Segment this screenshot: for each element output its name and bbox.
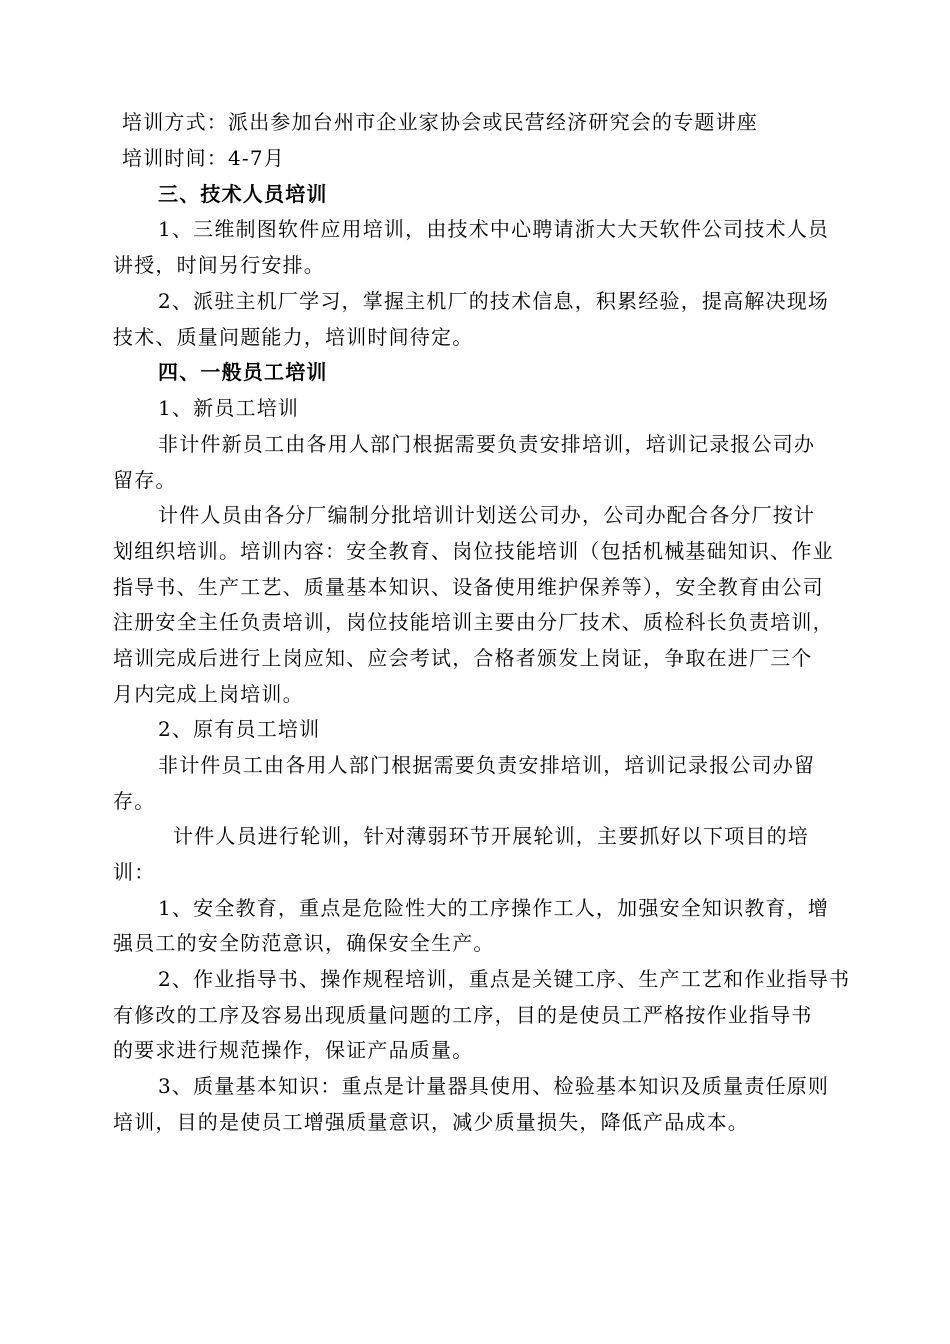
paragraph-line: 存。 xyxy=(113,789,156,813)
paragraph-line: 计件人员进行轮训，针对薄弱环节开展轮训，主要抓好以下项目的培 xyxy=(173,824,809,848)
subheading-existing-staff: 2、原有员工培训 xyxy=(158,717,321,741)
list-item-line: 培训，目的是使员工增强质量意识，减少质量损失，降低产品成本。 xyxy=(113,1110,749,1134)
section-heading-general-staff: 四、一般员工培训 xyxy=(158,360,328,384)
paragraph-line: 讲授，时间另行安排。 xyxy=(113,253,325,277)
paragraph-line: 2、派驻主机厂学习，掌握主机厂的技术信息，积累经验，提高解决现场 xyxy=(158,289,830,313)
paragraph-line: 月内完成上岗培训。 xyxy=(113,682,304,706)
list-item-line: 2、作业指导书、操作规程培训，重点是关键工序、生产工艺和作业指导书 xyxy=(158,967,851,991)
paragraph-line: 非计件新员工由各用人部门根据需要负责安排培训，培训记录报公司办 xyxy=(158,432,816,456)
paragraph-line: 技术、质量问题能力，培训时间待定。 xyxy=(113,325,474,349)
paragraph-line: 1、三维制图软件应用培训，由技术中心聘请浙大大天软件公司技术人员 xyxy=(158,217,830,241)
paragraph-line: 注册安全主任负责培训，岗位技能培训主要由分厂技术、质检科长负责培训， xyxy=(113,610,834,634)
paragraph-line: 培训完成后进行上岗应知、应会考试，合格者颁发上岗证，争取在进厂三个 xyxy=(113,646,813,670)
training-method-line: 培训方式：派出参加台州市企业家协会或民营经济研究会的专题讲座 xyxy=(122,110,758,134)
list-item-line: 3、质量基本知识：重点是计量器具使用、检验基本知识及质量责任原则 xyxy=(158,1074,830,1098)
paragraph-line: 非计件员工由各用人部门根据需要负责安排培训，培训记录报公司办留 xyxy=(158,753,816,777)
paragraph-line: 训： xyxy=(113,860,156,884)
subheading-new-staff: 1、新员工培训 xyxy=(158,396,300,420)
section-heading-technical-staff: 三、技术人员培训 xyxy=(158,182,328,206)
list-item-line: 1、安全教育，重点是危险性大的工序操作工人，加强安全知识教育，增 xyxy=(158,896,830,920)
paragraph-line: 指导书、生产工艺、质量基本知识、设备使用维护保养等），安全教育由公司 xyxy=(113,575,824,599)
paragraph-line: 划组织培训。培训内容：安全教育、岗位技能培训（包括机械基础知识、作业 xyxy=(113,539,834,563)
paragraph-line: 计件人员由各分厂编制分批培训计划送公司办，公司办配合各分厂按计 xyxy=(158,503,816,527)
list-item-line: 强员工的安全防范意识，确保安全生产。 xyxy=(113,931,495,955)
list-item-line: 有修改的工序及容易出现质量问题的工序，目的是使员工严格按作业指导书 xyxy=(113,1003,813,1027)
list-item-line: 的要求进行规范操作，保证产品质量。 xyxy=(113,1038,474,1062)
training-time-line: 培训时间：4-7月 xyxy=(122,146,286,170)
paragraph-line: 留存。 xyxy=(113,468,177,492)
